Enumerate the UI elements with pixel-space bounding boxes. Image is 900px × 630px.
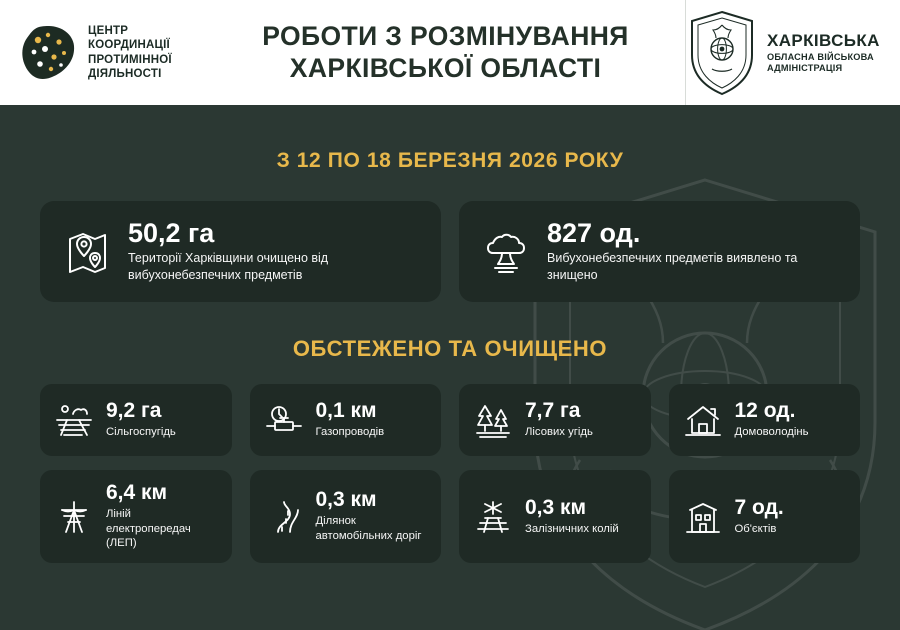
logo-left-line4: ДІЯЛЬНОСТІ xyxy=(88,67,162,80)
summary-cards xyxy=(0,173,900,302)
logo-left-line3: ПРОТИМІННОЇ xyxy=(88,53,172,66)
oda-text xyxy=(767,30,880,74)
content-stage xyxy=(0,105,900,600)
kharkiv-oblast-coat-of-arms xyxy=(686,9,758,97)
map-pins-icon xyxy=(60,225,114,279)
detail-value: 0,1 км xyxy=(315,399,377,423)
summary-card-devices xyxy=(459,201,860,302)
summary-description: Території Харківщини очищено від вибухонебезпечних предметів xyxy=(128,251,329,283)
logo-left-text xyxy=(88,24,172,80)
logo-center-coordination xyxy=(0,0,210,105)
forest-icon xyxy=(472,399,514,441)
detail-card-railways xyxy=(459,470,651,563)
page-title: РОБОТИ З РОЗМІНУВАННЯ ХАРКІВСЬКОЇ ОБЛАСТІ xyxy=(262,20,629,83)
gas-pipe-icon xyxy=(263,399,305,441)
detail-description: Лісових угідь xyxy=(525,426,593,439)
summary-value: 827 од. xyxy=(547,218,641,248)
road-icon xyxy=(263,496,305,538)
detail-value: 6,4 км xyxy=(106,481,168,505)
explosion-icon xyxy=(479,225,533,279)
detail-description: Ділянок автомобільних доріг xyxy=(315,515,422,543)
summary-card-area xyxy=(40,201,441,302)
dotted-mine-blob-logo xyxy=(18,22,80,84)
logo-left-line2: КООРДИНАЦІЇ xyxy=(88,39,170,52)
detail-value: 0,3 км xyxy=(525,495,587,519)
detail-description: Домоволодінь xyxy=(734,426,809,439)
power-line-icon xyxy=(53,496,95,538)
detail-card-households xyxy=(669,384,861,456)
detail-description: Об'єктів xyxy=(734,522,777,535)
detail-card-gas-pipeline xyxy=(250,384,442,456)
field-icon xyxy=(53,399,95,441)
detail-description: Залізничних колій xyxy=(525,522,619,535)
logo-kharkiv-oda xyxy=(685,0,900,105)
detail-value: 7 од. xyxy=(734,495,784,519)
house-icon xyxy=(682,399,724,441)
oda-line2: ОБЛАСНА ВІЙСЬКОВА xyxy=(767,51,874,62)
detail-description: Ліній електропередач (ЛЕП) xyxy=(106,508,191,550)
oda-line1: ХАРКІВСЬКА xyxy=(767,31,880,51)
railway-icon xyxy=(472,496,514,538)
page-header xyxy=(0,0,900,105)
detail-value: 7,7 га xyxy=(525,399,581,423)
detail-card-objects xyxy=(669,470,861,563)
summary-description: Вибухонебезпечних предметів виявлено та знищено xyxy=(547,251,798,283)
detail-value: 12 од. xyxy=(734,399,796,423)
detail-card-farmland xyxy=(40,384,232,456)
detail-description: Газопроводів xyxy=(315,426,385,439)
reporting-period: З 12 ПО 18 БЕРЕЗНЯ 2026 РОКУ xyxy=(276,149,624,172)
detail-card-forest xyxy=(459,384,651,456)
detail-grid xyxy=(0,362,900,563)
summary-value: 50,2 га xyxy=(128,218,215,248)
detail-description: Сільгоспугідь xyxy=(106,426,176,439)
section-title: ОБСТЕЖЕНО ТА ОЧИЩЕНО xyxy=(292,336,608,362)
detail-card-power-lines xyxy=(40,470,232,563)
detail-card-roads xyxy=(250,470,442,563)
building-icon xyxy=(682,496,724,538)
detail-value: 9,2 га xyxy=(106,399,162,423)
logo-left-line1: ЦЕНТР xyxy=(88,25,129,38)
detail-value: 0,3 км xyxy=(315,488,377,512)
oda-line3: АДМІНІСТРАЦІЯ xyxy=(767,63,843,74)
